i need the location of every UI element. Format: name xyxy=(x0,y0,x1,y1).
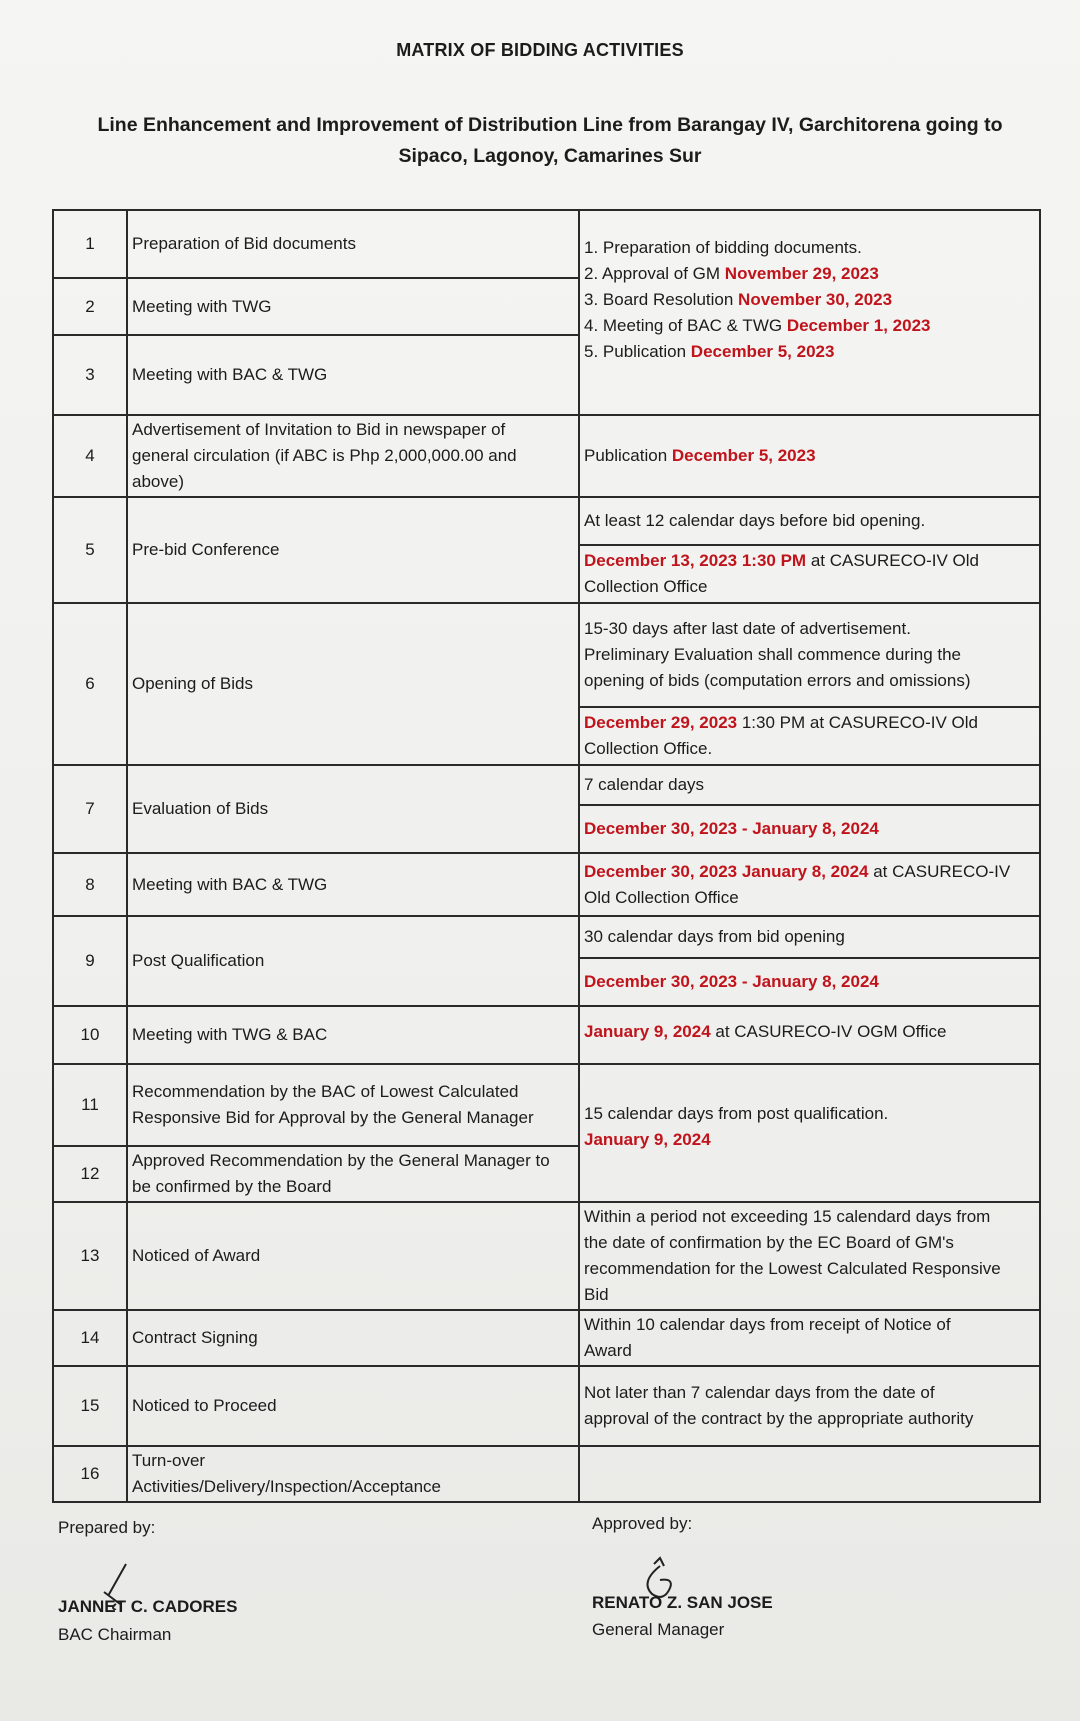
detail-cell: 30 calendar days from bid opening xyxy=(579,916,1040,958)
activity-line: Advertisement of Invitation to Bid in newspaper of xyxy=(132,420,506,439)
row-number: 11 xyxy=(53,1064,127,1146)
detail-text: at CASURECO-IV xyxy=(868,861,1011,881)
row-number: 2 xyxy=(53,278,127,335)
detail-cell xyxy=(579,1006,1040,1064)
row-number: 15 xyxy=(53,1366,127,1446)
detail-text: 3. Board Resolution xyxy=(584,290,739,309)
row-number: 7 xyxy=(53,765,127,853)
detail-cell xyxy=(579,1202,1040,1310)
date-text: December 13, 2023 1:30 PM xyxy=(584,551,807,570)
detail-text: at CASURECO-IV Old xyxy=(806,551,979,570)
detail-cell xyxy=(579,1064,1040,1202)
approved-by-label: Approved by: xyxy=(592,1514,693,1533)
activity-cell xyxy=(127,1146,579,1202)
row-number: 9 xyxy=(53,916,127,1006)
detail-cell xyxy=(579,1446,1040,1502)
prepared-by-name: JANNET C. CADORES xyxy=(58,1597,238,1616)
row-number: 6 xyxy=(53,603,127,765)
activity-cell: Noticed of Award xyxy=(127,1202,579,1310)
activity-cell: Post Qualification xyxy=(127,916,579,1006)
row-number: 8 xyxy=(53,853,127,916)
detail-cell xyxy=(579,603,1040,707)
detail-cell xyxy=(579,853,1040,916)
row-number: 13 xyxy=(53,1202,127,1310)
detail-text: 1:30 PM at CASURECO-IV Old xyxy=(737,713,979,732)
detail-cell xyxy=(579,415,1040,497)
prepared-by-label: Prepared by: xyxy=(58,1518,156,1537)
detail-line: approval of the contract by the appropriate authority xyxy=(584,1409,974,1428)
activity-cell: Meeting with TWG xyxy=(127,278,579,335)
activity-cell xyxy=(127,415,579,497)
activity-cell: Noticed to Proceed xyxy=(127,1366,579,1446)
table-row xyxy=(53,603,1040,707)
activity-line: Approved Recommendation by the General Manager to xyxy=(132,1151,550,1170)
detail-cell xyxy=(579,958,1040,1006)
detail-line: opening of bids (computation errors and omissions) xyxy=(584,671,971,690)
table-row xyxy=(53,1366,1040,1446)
detail-line: Award xyxy=(584,1341,632,1360)
detail-text: 5. Publication xyxy=(584,342,691,361)
detail-text: 4. Meeting of BAC & TWG xyxy=(584,316,787,335)
detail-text: Collection Office. xyxy=(584,739,713,758)
row-number: 3 xyxy=(53,335,127,415)
date-text: December 30, 2023 - January 8, 2024 xyxy=(584,972,879,991)
prepared-by-role: BAC Chairman xyxy=(58,1625,172,1644)
activity-cell: Meeting with BAC & TWG xyxy=(127,853,579,916)
detail-line: the date of confirmation by the EC Board of GM's xyxy=(584,1233,954,1252)
date-text: November 30, 2023 xyxy=(738,290,893,309)
date-text: January 9, 2024 xyxy=(584,1022,711,1041)
detail-text: 2. Approval of GM xyxy=(584,264,725,283)
activity-line: Activities/Delivery/Inspection/Acceptance xyxy=(132,1477,441,1496)
detail-line: Preliminary Evaluation shall commence during the xyxy=(584,645,962,664)
detail-line xyxy=(584,261,1035,287)
detail-cell xyxy=(579,1310,1040,1366)
date-text: December 1, 2023 xyxy=(786,316,931,335)
date-text: December 29, 2023 xyxy=(584,713,738,732)
approved-by-role: General Manager xyxy=(592,1620,725,1639)
detail-line: 1. Preparation of bidding documents. xyxy=(584,238,862,257)
activity-cell xyxy=(127,1064,579,1146)
table-row xyxy=(53,1202,1040,1310)
detail-line: 15 calendar days from post qualification. xyxy=(584,1104,889,1123)
activity-cell: Meeting with TWG & BAC xyxy=(127,1006,579,1064)
activity-cell: Preparation of Bid documents xyxy=(127,210,579,278)
row-number: 10 xyxy=(53,1006,127,1064)
table-row xyxy=(53,210,1040,278)
activity-line: general circulation (if ABC is Php 2,000,000.00 and xyxy=(132,446,517,465)
detail-line: Within 10 calendar days from receipt of Notice of xyxy=(584,1315,951,1334)
table-row xyxy=(53,1310,1040,1366)
activity-line: Turn-over xyxy=(132,1451,206,1470)
date-text: December 5, 2023 xyxy=(671,446,816,465)
document-subtitle xyxy=(60,110,1040,172)
row-number: 14 xyxy=(53,1310,127,1366)
date-text: January 9, 2024 xyxy=(584,1130,711,1149)
detail-line: 15-30 days after last date of advertisement. xyxy=(584,619,911,638)
activity-line: be confirmed by the Board xyxy=(132,1177,332,1196)
detail-text: Old Collection Office xyxy=(584,887,739,907)
date-text: November 29, 2023 xyxy=(724,264,879,283)
detail-cell: At least 12 calendar days before bid opening. xyxy=(579,497,1040,545)
table-row xyxy=(53,853,1040,916)
table-row xyxy=(53,1064,1040,1146)
approved-by-name: RENATO Z. SAN JOSE xyxy=(592,1593,773,1612)
table-row xyxy=(53,415,1040,497)
detail-line xyxy=(584,287,1035,313)
table-row xyxy=(53,1446,1040,1502)
activity-line: Responsive Bid for Approval by the General Manager xyxy=(132,1108,534,1127)
table-row xyxy=(53,497,1040,545)
detail-line: Within a period not exceeding 15 calendard days from xyxy=(584,1207,991,1226)
activity-line: Recommendation by the BAC of Lowest Calculated xyxy=(132,1082,519,1101)
activity-cell: Evaluation of Bids xyxy=(127,765,579,853)
detail-line: Bid xyxy=(584,1285,609,1304)
detail-cell xyxy=(579,805,1040,853)
detail-text: Collection Office xyxy=(584,577,708,596)
detail-cell xyxy=(579,707,1040,765)
row-number: 16 xyxy=(53,1446,127,1502)
document-title: MATRIX OF BIDDING ACTIVITIES xyxy=(396,40,684,60)
row-number: 5 xyxy=(53,497,127,603)
detail-line: Not later than 7 calendar days from the date of xyxy=(584,1383,935,1402)
row-number: 1 xyxy=(53,210,127,278)
detail-text: at CASURECO-IV OGM Office xyxy=(710,1022,947,1041)
date-text: December 30, 2023 January 8, 2024 xyxy=(584,861,869,881)
row-number: 12 xyxy=(53,1146,127,1202)
date-text: December 30, 2023 - January 8, 2024 xyxy=(584,819,879,838)
activity-cell: Opening of Bids xyxy=(127,603,579,765)
detail-line xyxy=(584,313,1035,339)
detail-text: Publication xyxy=(584,446,672,465)
detail-line xyxy=(584,339,1035,365)
activity-cell: Pre-bid Conference xyxy=(127,497,579,603)
table-row xyxy=(53,916,1040,958)
detail-cell xyxy=(579,210,1040,415)
detail-cell xyxy=(579,545,1040,603)
table-row xyxy=(53,1006,1040,1064)
detail-line: recommendation for the Lowest Calculated Responsive xyxy=(584,1259,1001,1278)
detail-cell: 7 calendar days xyxy=(579,765,1040,805)
activity-cell xyxy=(127,1446,579,1502)
row-number: 4 xyxy=(53,415,127,497)
activity-line: above) xyxy=(132,472,184,491)
detail-cell xyxy=(579,1366,1040,1446)
date-text: December 5, 2023 xyxy=(690,342,835,361)
activity-cell: Contract Signing xyxy=(127,1310,579,1366)
activity-cell: Meeting with BAC & TWG xyxy=(127,335,579,415)
subtitle-line-2: Sipaco, Lagonoy, Camarines Sur xyxy=(398,145,702,167)
bidding-matrix-table xyxy=(52,209,1041,1503)
subtitle-line-1: Line Enhancement and Improvement of Distribution Line from Barangay IV, Garchitorena going to xyxy=(97,114,1003,136)
table-row xyxy=(53,765,1040,805)
